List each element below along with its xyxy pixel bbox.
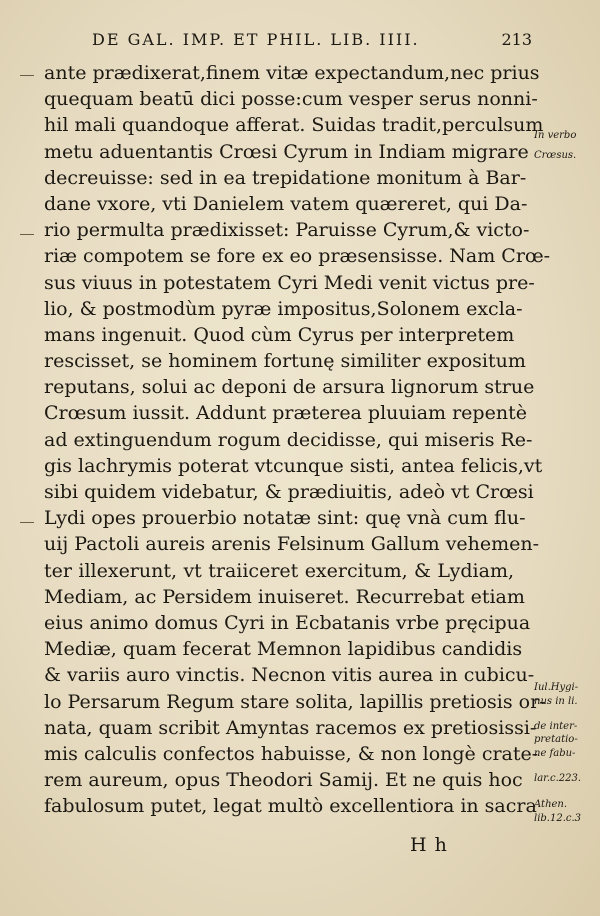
text-line: dane vxore, vti Danielem vatem quæreret, qui Da- (44, 192, 528, 215)
text-line: uij Pactoli aureis arenis Felsinum Gallum vehemen- (44, 533, 540, 556)
text-line: & variis auro vinctis. Necnon vitis aurea in cubicu- (44, 664, 535, 687)
text-line: riæ compotem se fore ex eo præsensisse. Nam Crœ- (44, 245, 551, 268)
margin-note: Iul.Hygi- (534, 682, 579, 693)
text-line: mis calculis confectos habuisse, & non longè crate- (44, 742, 539, 765)
margin-note: Athen. (534, 799, 568, 810)
text-line: fabulosum putet, legat multò excellentiora in sacra (44, 795, 537, 818)
text-line: metu aduentantis Crœsi Cyrum in Indiam migrare (44, 140, 529, 163)
margin-note: Crœsus. (534, 150, 577, 161)
text-line: Crœsum iussit. Addunt præterea pluuiam repentè (44, 402, 527, 425)
text-line: eius animo domus Cyri in Ecbatanis vrbe pręcipua (44, 611, 531, 634)
text-line: ter illexerunt, vt traiiceret exercitum, & Lydiam, (44, 559, 514, 582)
margin-mark (20, 75, 34, 76)
text-line: decreuisse: sed in ea trepidatione monitum à Bar- (44, 166, 527, 189)
text-line: Lydi opes prouerbio notatæ sint: quę vnà cum flu- (44, 507, 526, 530)
text-line: Mediam, ac Persidem inuiseret. Recurrebat etiam (44, 585, 525, 608)
margin-note: de inter- (534, 721, 578, 732)
text-line: rem aureum, opus Theodori Samij. Et ne quis hoc (44, 769, 523, 792)
page-number: 213 (501, 30, 532, 49)
margin-note: ne fabu- (534, 748, 576, 759)
text-line: nata, quam scribit Amyntas racemos ex pretiosissi- (44, 716, 537, 739)
text-line: hil mali quandoque afferat. Suidas tradit,perculsum (44, 114, 544, 137)
text-line: reputans, solui ac deponi de arsura lignorum strue (44, 376, 535, 399)
margin-mark (20, 522, 34, 523)
margin-note: lar.c.223. (534, 773, 582, 784)
margin-note: nus in li. (534, 696, 578, 707)
text-line: ad extinguendum rogum decidisse, qui miseris Re- (44, 428, 533, 451)
text-line: mans ingenuit. Quod cùm Cyrus per interpretem (44, 323, 515, 346)
text-line: rescisset, se hominem fortunę similiter expositum (44, 350, 526, 373)
text-line: lo Persarum Regum stare solita, lapillis pretiosis or- (44, 690, 546, 713)
margin-note: pretatio- (534, 734, 578, 745)
signature-mark: H h (410, 834, 448, 856)
text-line: sus viuus in potestatem Cyri Medi venit victus pre- (44, 271, 535, 294)
text-line: ante prædixerat,finem vitæ expectandum,nec prius (44, 62, 540, 84)
text-line: lio, & postmodùm pyræ impositus,Solonem excla- (44, 297, 523, 320)
margin-note: lib.12.c.3 (534, 813, 582, 824)
text-line: gis lachrymis poterat vtcunque sisti, antea felicis,vt (44, 454, 543, 477)
text-line: rio permulta prædixisset: Paruisse Cyrum,& victo- (44, 219, 530, 242)
margin-mark (20, 234, 34, 235)
text-line: sibi quidem videbatur, & prædiuitis, adeò vt Crœsi (44, 481, 534, 503)
running-title: DE GAL. IMP. ET PHIL. LIB. IIII. (92, 30, 420, 49)
text-line: Mediæ, quam fecerat Memnon lapidibus candidis (44, 638, 523, 661)
running-header (92, 30, 532, 49)
text-line: quequam beatū dici posse:cum vesper serus nonni- (44, 88, 538, 111)
margin-note: In verbo (534, 130, 577, 141)
